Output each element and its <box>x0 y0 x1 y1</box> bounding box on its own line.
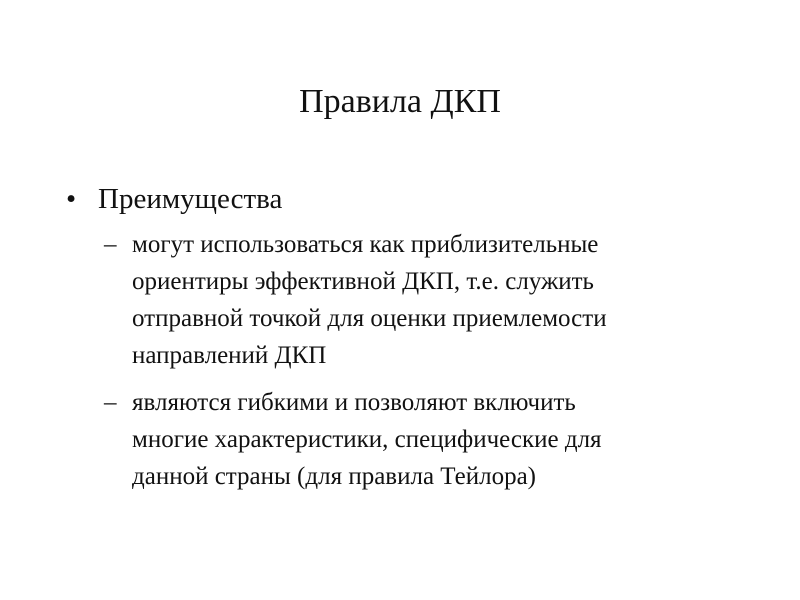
subitem-line: ориентиры эффективной ДКП, т.е. служить <box>132 268 594 295</box>
dash-marker: – <box>104 389 117 416</box>
subitem-line: данной страны (для правила Тейлора) <box>132 463 536 490</box>
dash-marker: – <box>104 231 117 258</box>
bullet-marker: • <box>66 183 77 215</box>
subitem-line: являются гибкими и позволяют включить <box>132 389 576 416</box>
bullet-text: Преимущества <box>98 183 283 215</box>
subitem-line: многие характеристики, специфические для <box>132 426 602 453</box>
subitem-line: отправной точкой для оценки приемлемости <box>132 305 607 332</box>
subitem-line: направлений ДКП <box>132 342 327 369</box>
subitem-line: могут использоваться как приблизительные <box>132 231 599 258</box>
slide-title: Правила ДКП <box>299 83 501 120</box>
